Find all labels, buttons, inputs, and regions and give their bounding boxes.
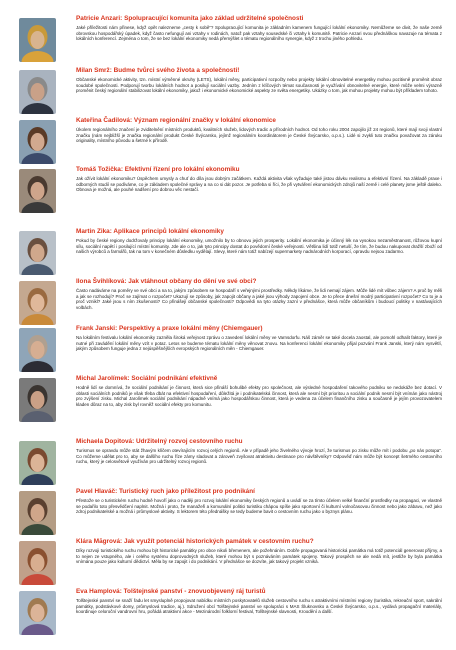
talk-topic: Budme tvůrci svého života a společnosti! [113,67,240,74]
speaker-name: Michal Jarolímek [76,375,128,382]
talk-description: Úkolem regionálního značení je zviditelnění místních produktů, kvalitních služeb, lidových tradic a přírodních hodnot. Od toho roku 2004 zapojilo již 24 regionů, které mají svoji vlastní značku (nám nejbližší je značka regionální produkt České Švýcarsko, jejímž regionálním koordinátorem je České Švýcarsko, o.p.s.). Lidé si zvykli tuto značku považovat za záruku originality, místního původu a šetrné k přírodě. [76,127,442,144]
talk-description: Na lokálním festivalu lokální ekonomiky zazněla široká veřejnost zprávu o zavedení lokální měny ve Varnsdorfu. Náš záměr se také docela zaostal, ale pomohl odhalit faktory, které je nutné při zavádění lokální měny vzít v potaz. Letos se budeme tématu lokální měny věnovat znovu. Na konferenci lokální ekonomiky přijal pozvání Frank Janski, který nám vysvětlí, jakým způsobem funguje jedna z nejúspěšnějších evropských regionálních měn - Chiemgauer. [76,335,442,352]
talk-description: Jak ožívit lokální ekonomiku? Úspěchem umysly a chuť do díla jsou dobrým začátkem. Každá aktivita však vyžaduje také jistou dávku realismu a efektivní řízení. Na základě praxe i odborných studií se podíváme, co je základem společné správy a na co si dát pozor. Je potřeba si říci, že při vytváření ekonomických zdrojů naší země i celé planety jsme ještě daleko. Obnova je možná, ale pouhé nadšení pro dobrou věc nestačí. [76,176,442,193]
speaker-photo [19,169,56,213]
speaker-name: Kateřina Čadilová [76,117,130,124]
speaker-photo [19,591,56,635]
talk-topic: Sociální podnikání efektivně [131,375,218,382]
talk-description: Hodně lidí se domnívá, že sociální podnikání je činnost, která sice přináší bohulibé efekty pro společnost, ale výsledné hospodaření takového podniku se nedokáže bez dotací. V oblasti sociálních podniků je však třeba dbát na efektivní hospodaření, důležitá je i podnikatelská činnost, která ale nesmí být prioritou a sociální podnik nesmí být vnímán jako nástroj pro zvýšení zisku. Michal Jarolímek sociální podnikání nápadně vnímá jako hospodářskou činnost, která je vedena za účelem finančního zisku a současně je jejím provozovatelem kladen důraz na to, aby zisk byl rovněž sociální efekty pro komunitu. [76,385,442,407]
speaker-name: Ilona Švihlíková [76,278,125,285]
speaker-name: Eva Hamplová [76,588,120,595]
talk-heading: Frank Janski: Perspektivy a praxe lokální měny (Chiemgauer) [76,325,263,332]
speaker-name: Frank Janski [76,325,116,332]
talk-description: Občanské ekonomické aktivity, tzn. místní výměnné okruhy (LETS), lokální měny, participativní rozpočty nebo projekty lokální obnovitelné energetiky mohou pozitivně proměnit obraz soudobé společnosti. Podporují tvorbu lokálních hodnot a posilují sociální vazby. Jedním z klíčových témat současnosti je využívání obnovitelné energie, které může velmi výrazně proměnit český regionální stabilizovat lokální ekonomiky, jakož i ekonomické ekonomické aspekty ze světa energetiky. Ukázky o tom, jak mohou projekty mohou být příkladem tohoto. [76,77,442,94]
talk-topic: Turistický ruch jako příležitost pro podnikání [119,488,255,495]
speaker-photo [19,281,56,325]
talk-heading: Milan Smrž: Budme tvůrci svého života a společnosti! [76,67,240,74]
talk-description: Přestože se o turistickém ruchu hodně hovoří jako o naději pro rozvoj lokální ekonomiky českých regionů a uvádí se za tímto účelem velké finanční prostředky na propagaci, ve vlastně se podařilo toto přesvědčení naplnit. Možná i proto, že manažeři a komunální politici turistiku chápou spíše jako sportovní či kulturní volnočasovou činnost nebo jako zábavu, než jako zdroj podnikatelské a možná i průmyslové aktivity. S lektorem této přednášky se tedy budeme bavit o cestovním ruchu jako o byznys plánu. [76,498,442,515]
speaker-photo [19,231,56,275]
speaker-name: Patricie Anzari [76,15,121,22]
talk-heading: Pavel Hlaváč: Turistický ruch jako příležitost pro podnikání [76,488,255,495]
talk-heading: Tomáš Tožička: Efektivní řízení pro lokální ekonomiku [76,166,240,173]
talk-description: Turismus se opravdu může stát žhavým klíčem otevírajícím rozvoj celých regionů. Ale v případě jeho živelného vývoje hrozí, že turismus po zisku může mít i podobu „po nás potopa“. Co můžeme udělat pro to, aby se dalšího ruchu říze zámy sladovat a zároveň zvyšovat atraktivitu destinace pro návštěvníky? Odpověď nám může být koncept šetrného cestovního ruchu, který je celosvětově využíván pro udržitelný rozvoj regionů. [76,448,442,465]
talk-topic: Spolupracující komunita jako základ udržitelné společnosti [124,15,304,22]
talk-topic: Jak vtáhnout občany do dění ve své obci? [128,278,257,285]
talk-topic: Jak využít potenciál historických památek v cestovním ruchu? [123,538,314,545]
talk-topic: Význam regionální značky v lokální ekonomice [133,117,276,124]
talk-heading: Ilona Švihlíková: Jak vtáhnout občany do dění ve své obci? [76,278,257,285]
speaker-photo [19,378,56,422]
talk-description: Pokud by české regiony dodržovaly principy lokální ekonomiky, umožnilo by to obnovu jejich prosperity. Lokální ekonomika je účinný lék na vysokou nezaměstnanost, růžovou kupní sílu, sociální napětí i posilující místní komunity. Jde ale o to, jak tyto principy dostat do povědomí české veřejnosti. Většina lidí totiž netuší, že tím, že budou nakupovat dražší zboží od našich výrobců a farmářů, tak na tom v konečném důsledku vydělají. Slevy, které nám totiž nabízejí supermarkety nadnárodních korporací, opravdu nejsou zadarmo. [76,238,442,255]
speaker-name: Klára Măgrová [76,538,121,545]
talk-topic: Tolštejnské panství - znovuobjevený ráj turistů [123,588,266,595]
speaker-photo [19,120,56,164]
speaker-name: Michaela Dopitová [76,438,133,445]
talk-heading: Michaela Dopitová: Udržitelný rozvoj cestovního ruchu [76,438,243,445]
speaker-name: Tomáš Tožička [76,166,121,173]
speaker-photo [19,491,56,535]
talk-heading: Klára Măgrová: Jak využít potenciál historických památek v cestovním ruchu? [76,538,314,545]
talk-topic: Efektivní řízení pro lokální ekonomiku [124,166,240,173]
speaker-name: Martin Zika [76,228,110,235]
speaker-photo [19,328,56,372]
talk-topic: Aplikace principů lokální ekonomiky [113,228,224,235]
speaker-name: Milan Smrž [76,67,110,74]
talk-description: Jaké příležitosti nám přinese, když opět nalezneme „cesty k sobě“? Spolupracující komunita je základním kamenem fungující lokální ekonomiky. Nemůžeme se divit, že naše země obrovskou hospodářský úpadek, když často nefungují ani vztahy v rodinách, natož pak vztahy sousedské či vztahy k komunitě. Patricie Anzari svou přednáškou navazuje na témata z lokálních konferencí. Zejména o tom, že se bez lokální ekonomiky nedá přemýšlet o tématu regionálního synergie, když z trochu jiného pohledu. [76,25,442,42]
talk-description: Tolštejnské panství se snaží řadu let smysluplně propojovat nabídku místních poskytovatelů služeb cestovního ruchu s atraktivními místními regiony (turistika, rekreační sport, sakrální památky, podstávkové domy, průmyslová tradice, aj.). Sdružení obcí Tolštejnské panství ve spolupráci s MAS Šluknovsko a České Švýcarsko, o.p.s., vydává propagační materiály, koordinuje celoroční vandrovní hru, pořádá atraktivní akce - Mezinárodní folklorní festival, Tolštejnské slavnosti, Kroodění a další. [76,598,442,615]
talk-heading: Martin Zika: Aplikace principů lokální ekonomiky [76,228,224,235]
speaker-photo [19,541,56,585]
speaker-photo [19,18,56,62]
talk-heading: Michal Jarolímek: Sociální podnikání efektivně [76,375,218,382]
talk-topic: Udržitelný rozvoj cestovního ruchu [136,438,243,445]
speaker-photo [19,441,56,485]
talk-description: Díky rozvoji turistického ruchu mohou být historické památky pro obce nikoli břemenem, ale požehnáním. Dobře propagovaná historická památka má totiž potenciál generovat příjmy, a to nejen ze vstupného, ale i celého systému doprovodných služeb, které mohou být s poznáváním památek spojeny. Takový prospěch se ale nedá mít, jestliže by byla památka vnímána pouze jako kulturní dědictví. Měla by se zapojit i do podnikání. V přednášce se dozvíte, jak takový projekt vzniká. [76,548,442,565]
speaker-photo [19,70,56,114]
talk-heading: Kateřina Čadilová: Význam regionální značky v lokální ekonomice [76,117,276,124]
speaker-name: Pavel Hlaváč [76,488,116,495]
talk-heading: Eva Hamplová: Tolštejnské panství - znovuobjevený ráj turistů [76,588,266,595]
talk-heading: Patricie Anzari: Spolupracující komunita jako základ udržitelné společnosti [76,15,304,22]
talk-description: Často nadáváme na poměry ve své obci a na to, jakým způsobem se hospodaří s veřejnými prostředky. Někdy líkáme, že lidi nemají zájem. Může lidé mít vůbec zájem? A proč by měli a jak se rozhodují? Proč se zajímat o rozpočet? Ukazují se způsoby, jak zapojit občany a jaké jsou výhody zapojení obce. Je to přece dnešní modrý participativní rozpočet? Co to je a proč vznikl? Jaké jsou s ním zkušenosti? Co přinášejí občanské společnosti? Odpovědi na tyto otázky zazní v přednášce, která může občaníkům i budoucí politiky v nastávajících volbách. [76,288,442,310]
talk-topic: Perspektivy a praxe lokální měny (Chiemgauer) [118,325,263,332]
